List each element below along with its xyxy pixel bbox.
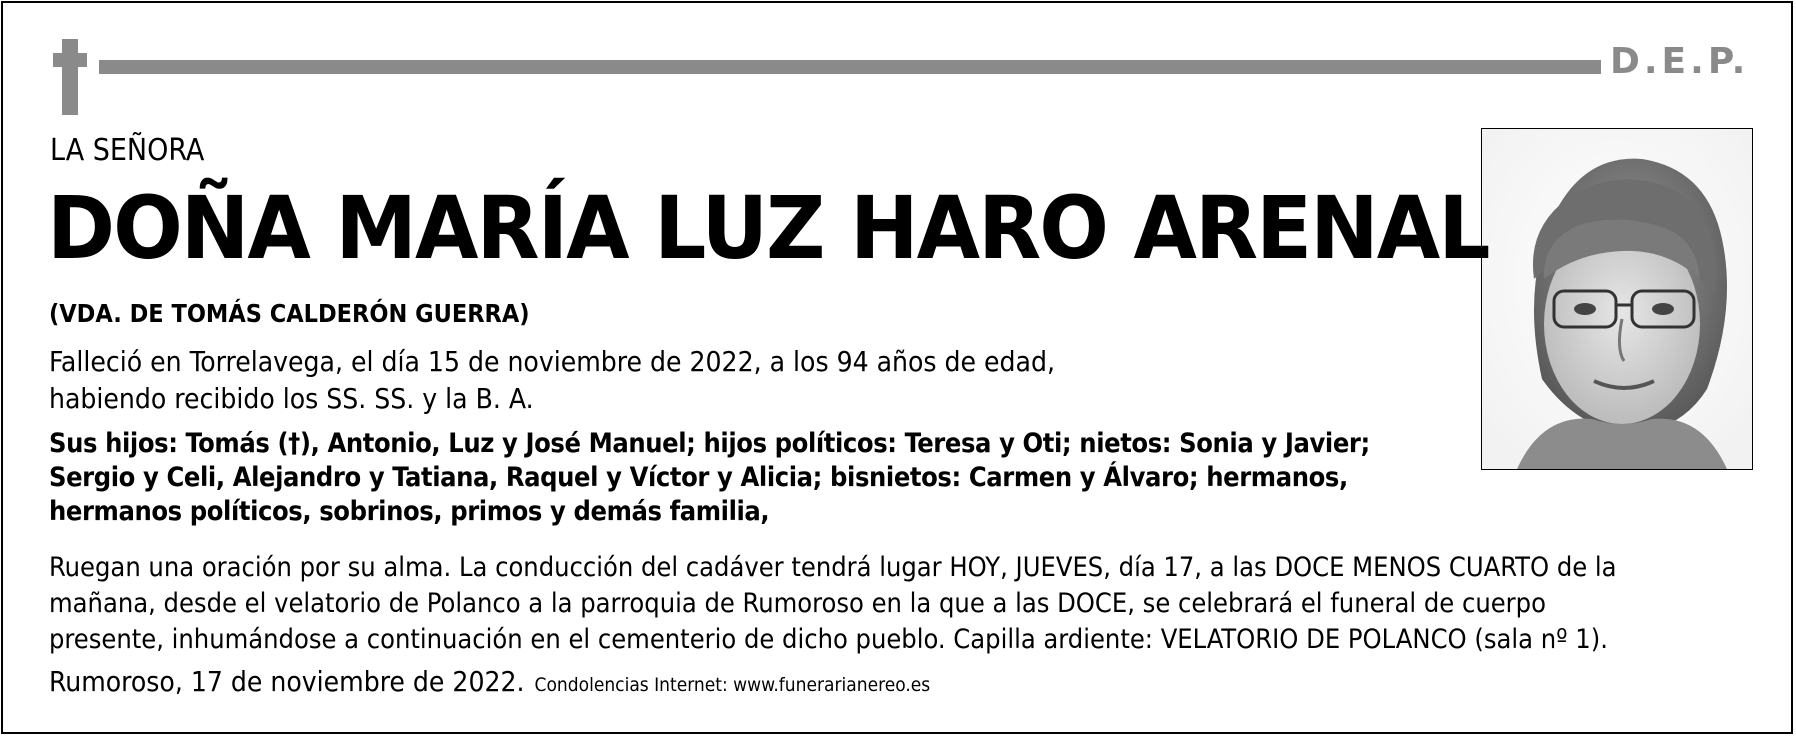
obituary-notice xyxy=(1,1,1793,734)
place-date: Rumoroso, 17 de noviembre de 2022. xyxy=(49,665,525,698)
death-line: habiendo recibido los SS. SS. y la B. A. xyxy=(49,382,534,415)
cross-icon xyxy=(53,39,87,115)
death-line: Falleció en Torrelavega, el día 15 de noviembre de 2022, a los 94 años de edad, xyxy=(49,345,1055,378)
family-line: Sus hijos: Tomás (†), Antonio, Luz y José Manuel; hijos políticos: Teresa y Oti; nietos: Sonia y Javier; xyxy=(49,428,1370,459)
death-details xyxy=(49,343,1055,417)
dep-label: D.E.P. xyxy=(1610,41,1750,82)
ceremony-line: Ruegan una oración por su alma. La conducción del cadáver tendrá lugar HOY, JUEVES, día 17, a las DOCE MENOS CUARTO de la xyxy=(49,552,1617,583)
family-line: hermanos políticos, sobrinos, primos y demás familia, xyxy=(49,496,770,527)
title-prefix: LA SEÑORA xyxy=(50,133,205,168)
widow-of: (VDA. DE TOMÁS CALDERÓN GUERRA) xyxy=(49,299,530,328)
ceremony-details xyxy=(49,550,1769,658)
ceremony-line: presente, inhumándose a continuación en el cementerio de dicho pueblo. Capilla ardiente: VELATORIO DE POLANCO (sala nº 1). xyxy=(49,624,1608,655)
portrait-photo xyxy=(1481,128,1753,470)
header-rule xyxy=(99,60,1601,74)
closing-line xyxy=(49,665,930,698)
family-list xyxy=(49,427,1449,529)
family-line: Sergio y Celi, Alejandro y Tatiana, Raquel y Víctor y Alicia; bisnietos: Carmen y Álvaro; hermanos, xyxy=(49,462,1348,493)
ceremony-line: mañana, desde el velatorio de Polanco a la parroquia de Rumoroso en la que a las DOCE, se celebrará el funeral de cuerpo xyxy=(49,588,1546,619)
condolences-info: Condolencias Internet: www.funerarianereo.es xyxy=(534,674,931,696)
deceased-name: DOÑA MARÍA LUZ HARO ARENAL xyxy=(47,179,1489,279)
